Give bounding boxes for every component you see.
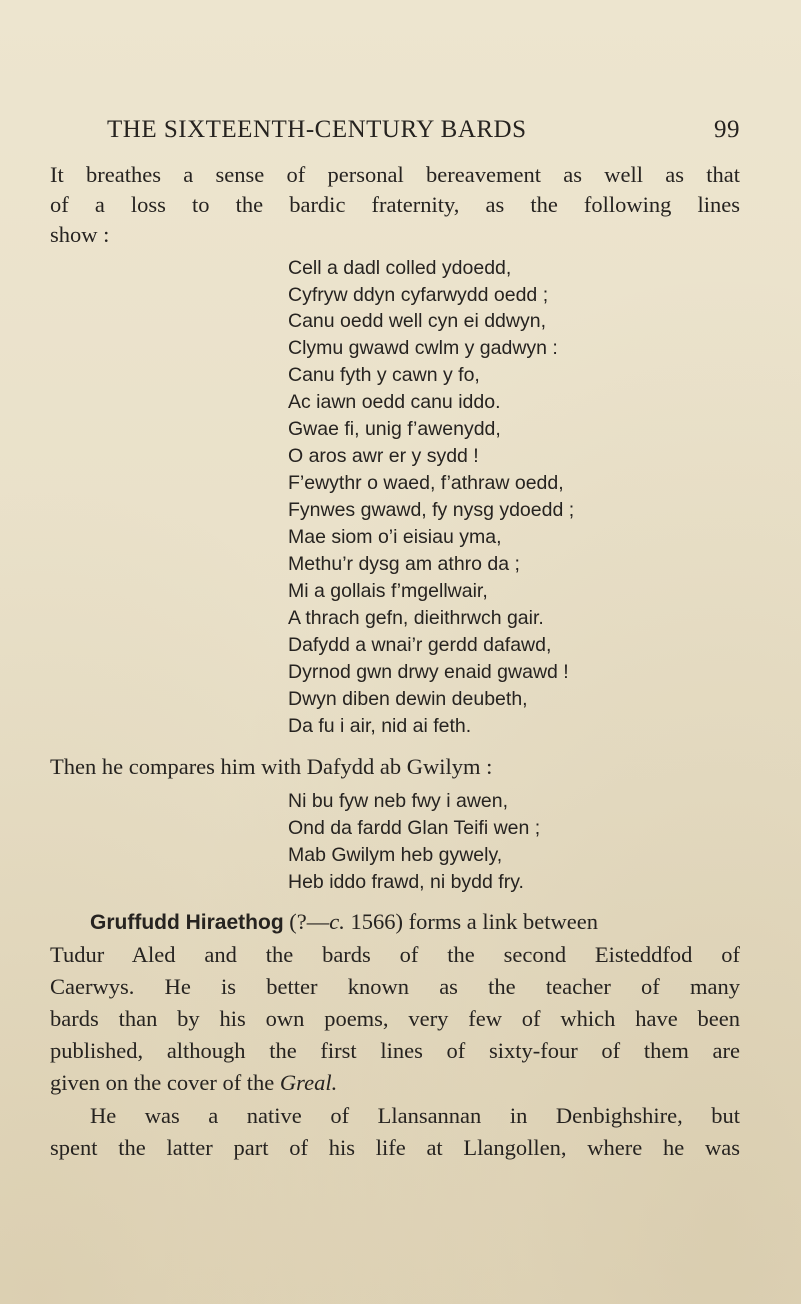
poem1-line-15: Dafydd a wnai’r gerdd dafawd, xyxy=(288,634,552,656)
poem2-line-4: Heb iddo frawd, ni bydd fry. xyxy=(288,871,524,893)
poem1-line-13: Mi a gollais f’mgellwair, xyxy=(288,580,488,602)
poem2-line-3: Mab Gwilym heb gywely, xyxy=(288,844,503,866)
poem1-line-3: Canu oedd well cyn ei ddwyn, xyxy=(288,310,546,332)
para2-line-3: Caerwys. He is better known as the teacher of many xyxy=(50,974,740,999)
intro-line-3: show : xyxy=(50,222,110,247)
para2-line-6 xyxy=(50,1068,337,1098)
para2-first-line xyxy=(90,907,598,938)
para3-line-1: He was a native of Llansannan in Denbighshire, but xyxy=(90,1103,740,1128)
poem2-line-1: Ni bu fyw neb fwy i awen, xyxy=(288,790,509,812)
book-title-greal: Greal. xyxy=(279,1070,338,1095)
poem1-line-16: Dyrnod gwn drwy enaid gwawd ! xyxy=(288,661,569,683)
poem1-line-9: F’ewythr o waed, f’athraw oedd, xyxy=(288,472,564,494)
poem1-line-2: Cyfryw ddyn cyfarwydd oedd ; xyxy=(288,284,549,306)
poem1-line-18: Da fu i air, nid ai feth. xyxy=(288,715,472,737)
para2-line-5: published, although the first lines of sixty-four of them are xyxy=(50,1038,740,1063)
page-number: 99 xyxy=(714,116,740,143)
poem1-line-7: Gwae fi, unig f’awenydd, xyxy=(288,418,501,440)
intro-line-1: It breathes a sense of personal bereavement as well as that xyxy=(50,162,740,187)
intro-line-2: of a loss to the bardic fraternity, as the following lines xyxy=(50,192,740,217)
poem1-line-12: Methu’r dysg am athro da ; xyxy=(288,553,520,575)
para2-last-text: given on the cover of the xyxy=(50,1070,280,1095)
bard-name: Gruffudd Hiraethog xyxy=(90,911,284,934)
compare-line: Then he compares him with Dafydd ab Gwilym : xyxy=(50,754,493,779)
poem1-line-4: Clymu gwawd cwlm y gadwyn : xyxy=(288,337,558,359)
poem2-line-2: Ond da fardd Glan Teifi wen ; xyxy=(288,817,541,839)
circa-abbrev: c. xyxy=(329,909,345,934)
poem1-line-8: O aros awr er y sydd ! xyxy=(288,445,479,467)
poem1-line-6: Ac iawn oedd canu iddo. xyxy=(288,391,501,413)
dates-close: 1566) forms a link between xyxy=(344,909,598,934)
poem1-line-5: Canu fyth y cawn y fo, xyxy=(288,364,480,386)
dates-open: (?— xyxy=(289,909,330,934)
running-head xyxy=(50,116,740,150)
para2-line-4: bards than by his own poems, very few of which have been xyxy=(50,1006,740,1031)
running-title: THE SIXTEENTH-CENTURY BARDS xyxy=(107,116,527,143)
poem1-line-14: A thrach gefn, dieithrwch gair. xyxy=(288,607,544,629)
para3-line-2: spent the latter part of his life at Llangollen, where he was xyxy=(50,1135,740,1160)
poem1-line-1: Cell a dadl colled ydoedd, xyxy=(288,257,512,279)
para2-line-2: Tudur Aled and the bards of the second Eisteddfod of xyxy=(50,942,740,967)
poem1-line-11: Mae siom o’i eisiau yma, xyxy=(288,526,502,548)
poem1-line-10: Fynwes gwawd, fy nysg ydoedd ; xyxy=(288,499,575,521)
poem1-line-17: Dwyn diben dewin deubeth, xyxy=(288,688,528,710)
